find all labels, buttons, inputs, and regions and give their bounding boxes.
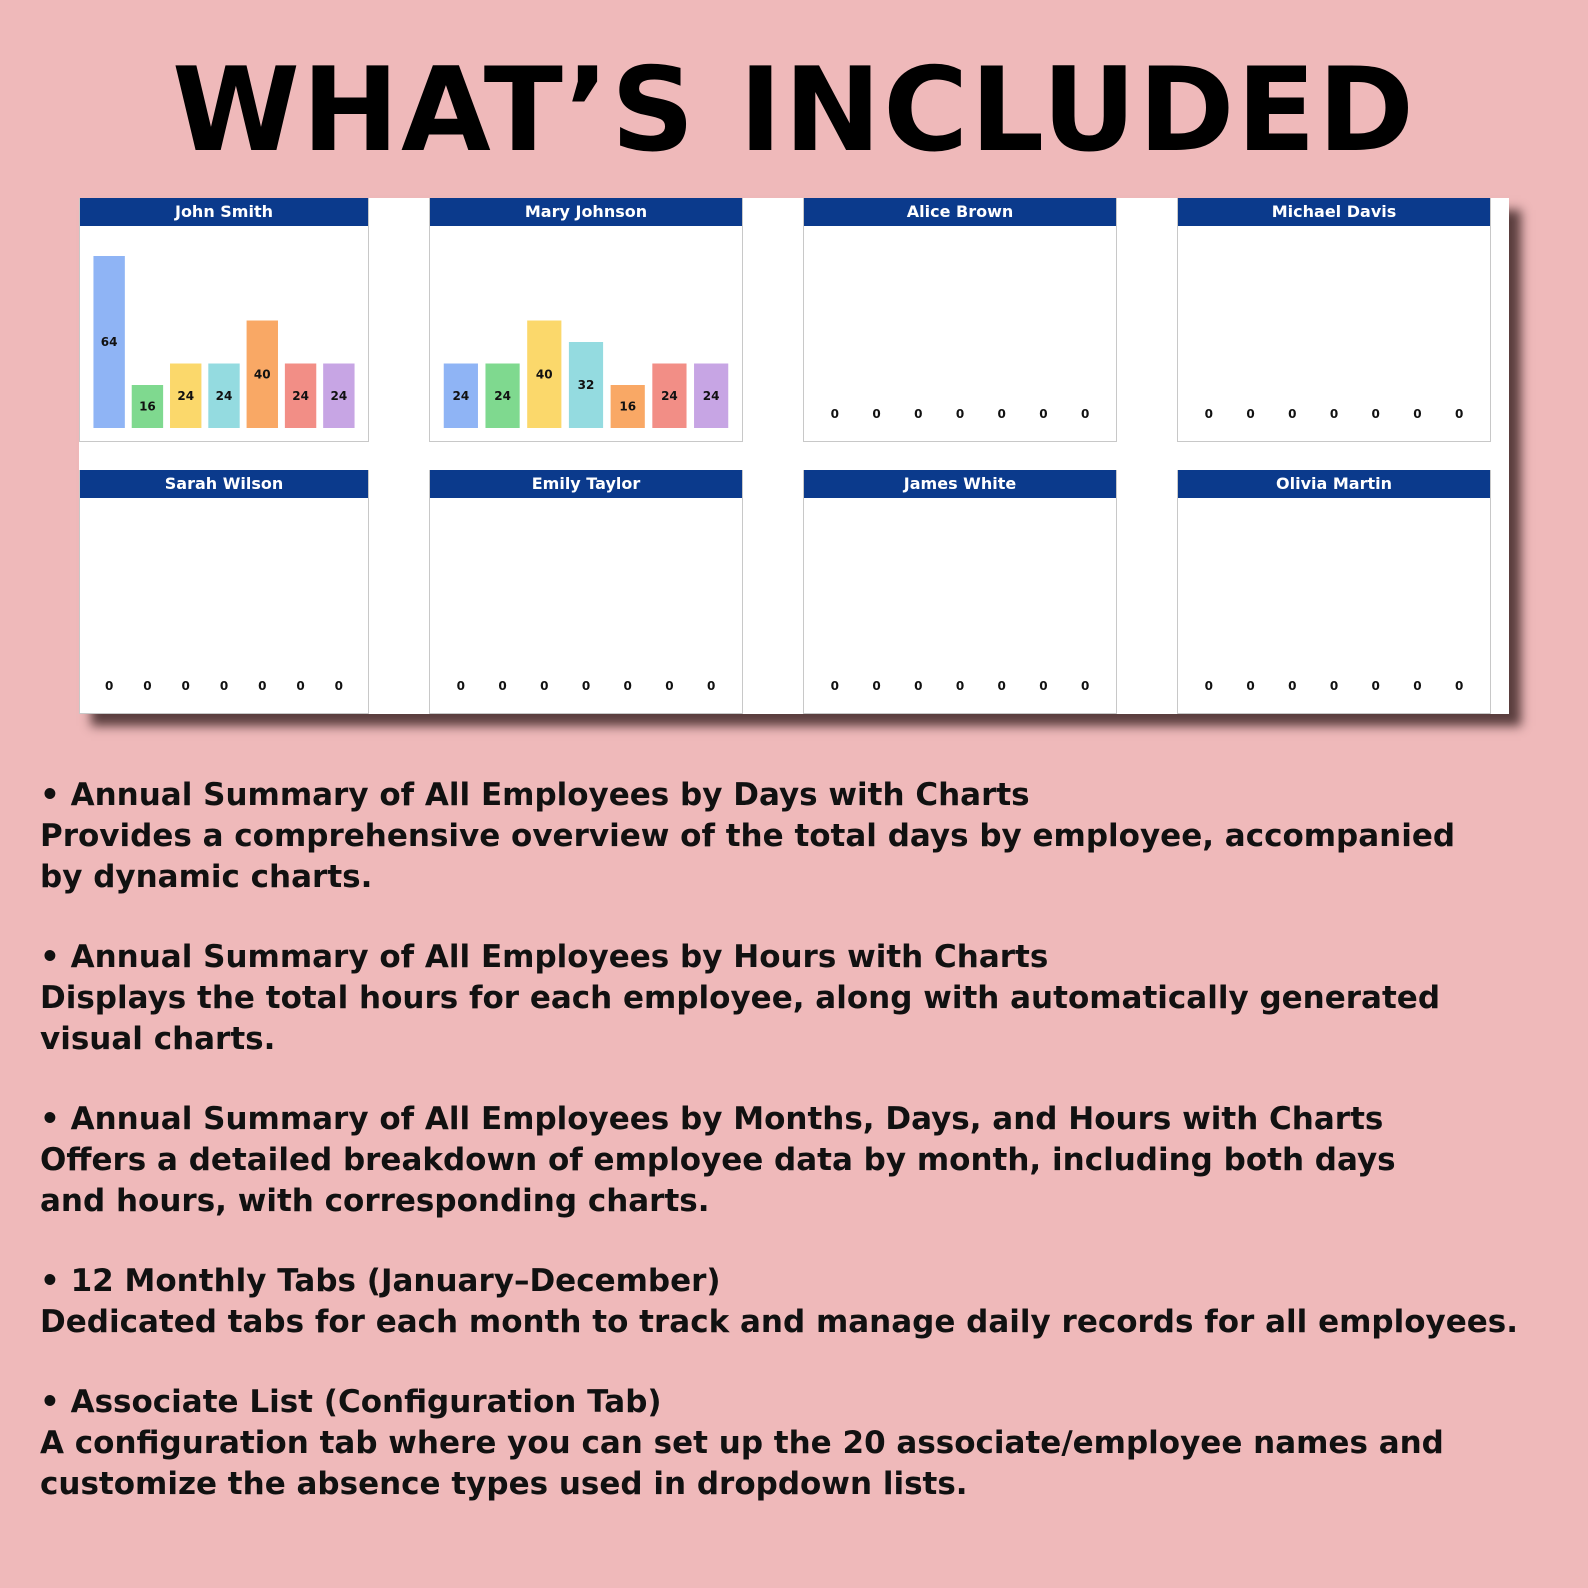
employee-chart-card — [79, 470, 369, 714]
employee-bar-chart — [430, 498, 742, 714]
employee-name-header: Sarah Wilson — [80, 470, 368, 498]
bar-value-label: 0 — [1080, 407, 1090, 421]
bar-value-label: 0 — [914, 407, 923, 421]
bar-value-label: 0 — [1371, 679, 1380, 693]
employee-chart-card — [1177, 470, 1491, 714]
feature-description-line: and hours, with corresponding charts. — [40, 1183, 710, 1219]
employee-bar-chart — [804, 498, 1116, 714]
feature-item — [40, 775, 1560, 898]
bar-value-label: 24 — [452, 388, 470, 403]
bar-value-label: 0 — [830, 407, 840, 421]
feature-title: • 12 Monthly Tabs (January–December) — [40, 1263, 721, 1299]
employee-name-header: Olivia Martin — [1178, 470, 1490, 498]
bar-value-label: 0 — [334, 679, 344, 693]
bar-value-label: 24 — [702, 388, 720, 403]
bar-value-label: 24 — [494, 388, 511, 403]
bar-value-label: 16 — [139, 399, 156, 414]
bar-value-label: 0 — [1246, 679, 1255, 693]
bar-value-label: 0 — [181, 679, 190, 693]
employee-bar-chart — [80, 226, 368, 442]
bar-value-label: 0 — [955, 679, 965, 693]
bar-value-label: 0 — [1413, 679, 1422, 693]
employee-chart-card — [803, 470, 1117, 714]
bar-value-label: 0 — [914, 679, 923, 693]
feature-description-line: by dynamic charts. — [40, 859, 373, 895]
feature-title: • Annual Summary of All Employees by Months, Days, and Hours with Charts — [40, 1101, 1384, 1137]
bar-value-label: 0 — [955, 407, 965, 421]
bar-value-label: 0 — [1204, 679, 1214, 693]
bar-value-label: 40 — [253, 367, 271, 382]
employee-name-header: Michael Davis — [1178, 198, 1490, 226]
bar-value-label: 24 — [215, 388, 233, 403]
employee-chart-card — [79, 198, 369, 442]
bar-value-label: 0 — [456, 679, 466, 693]
bar-value-label: 0 — [1204, 407, 1214, 421]
feature-description-line: Displays the total hours for each employee, along with automatically generated — [40, 980, 1441, 1016]
feature-title: • Annual Summary of All Employees by Hours with Charts — [40, 939, 1049, 975]
employee-chart-card — [429, 470, 743, 714]
bar-value-label: 0 — [1039, 407, 1048, 421]
bar-value-label: 0 — [1454, 407, 1464, 421]
feature-item — [40, 1382, 1560, 1505]
feature-description-line: customize the absence types used in dropdown lists. — [40, 1466, 968, 1502]
employee-bar-chart — [430, 226, 742, 442]
employee-bar-chart — [80, 498, 368, 714]
bar-value-label: 0 — [1039, 679, 1048, 693]
bar-value-label: 0 — [581, 679, 591, 693]
bar-value-label: 0 — [872, 679, 881, 693]
bar-value-label: 0 — [1246, 407, 1255, 421]
bar-value-label: 0 — [706, 679, 716, 693]
employee-chart-card — [1177, 198, 1491, 442]
feature-title: • Annual Summary of All Employees by Days with Charts — [40, 777, 1030, 813]
bar-value-label: 0 — [997, 407, 1006, 421]
employee-chart-card — [429, 198, 743, 442]
bar-value-label: 0 — [143, 679, 152, 693]
employee-bar-chart — [1178, 498, 1490, 714]
employee-chart-card — [803, 198, 1117, 442]
bar-value-label: 0 — [623, 679, 632, 693]
bar-value-label: 0 — [1371, 407, 1380, 421]
bar-value-label: 0 — [1288, 679, 1297, 693]
feature-title: • Associate List (Configuration Tab) — [40, 1384, 662, 1420]
employee-bar-chart — [1178, 226, 1490, 442]
feature-item — [40, 1261, 1560, 1343]
feature-list — [40, 775, 1560, 1544]
bar-value-label: 0 — [258, 679, 267, 693]
bar-value-label: 16 — [619, 399, 637, 414]
bar-value-label: 0 — [1413, 407, 1422, 421]
employee-bar-chart — [804, 226, 1116, 442]
bar-value-label: 24 — [177, 388, 195, 403]
bar-value-label: 24 — [292, 388, 309, 403]
bar-value-label: 0 — [296, 679, 305, 693]
bar-value-label: 0 — [1329, 407, 1339, 421]
bar-value-label: 0 — [540, 679, 549, 693]
bar-value-label: 0 — [1080, 679, 1090, 693]
employee-name-header: Emily Taylor — [430, 470, 742, 498]
bar-value-label: 24 — [330, 388, 348, 403]
feature-description-line: Offers a detailed breakdown of employee data by month, including both days — [40, 1142, 1396, 1178]
feature-item — [40, 1099, 1560, 1222]
bar-value-label: 0 — [219, 679, 229, 693]
feature-description-line: A configuration tab where you can set up the 20 associate/employee names and — [40, 1425, 1444, 1461]
bar-value-label: 64 — [100, 335, 118, 349]
employee-name-header: Mary Johnson — [430, 198, 742, 226]
bar-value-label: 0 — [665, 679, 674, 693]
bar-value-label: 32 — [577, 378, 595, 392]
bar-value-label: 0 — [1329, 679, 1339, 693]
bar-value-label: 40 — [535, 367, 553, 382]
bar-value-label: 24 — [661, 388, 678, 403]
bar-value-label: 0 — [1288, 407, 1297, 421]
bar-value-label: 0 — [1454, 679, 1464, 693]
bar-value-label: 0 — [104, 679, 114, 693]
bar-value-label: 0 — [498, 679, 507, 693]
feature-description-line: Provides a comprehensive overview of the total days by employee, accompanied — [40, 818, 1456, 854]
employee-name-header: John Smith — [80, 198, 368, 226]
employee-name-header: James White — [804, 470, 1116, 498]
feature-description-line: Dedicated tabs for each month to track and manage daily records for all employees. — [40, 1304, 1518, 1340]
feature-item — [40, 937, 1560, 1060]
employee-name-header: Alice Brown — [804, 198, 1116, 226]
bar-value-label: 0 — [997, 679, 1006, 693]
bar-value-label: 0 — [872, 407, 881, 421]
bar-value-label: 0 — [830, 679, 840, 693]
dashboard-panel — [79, 198, 1509, 714]
feature-description-line: visual charts. — [40, 1021, 276, 1057]
page-title: WHAT’S INCLUDED — [171, 43, 1417, 178]
